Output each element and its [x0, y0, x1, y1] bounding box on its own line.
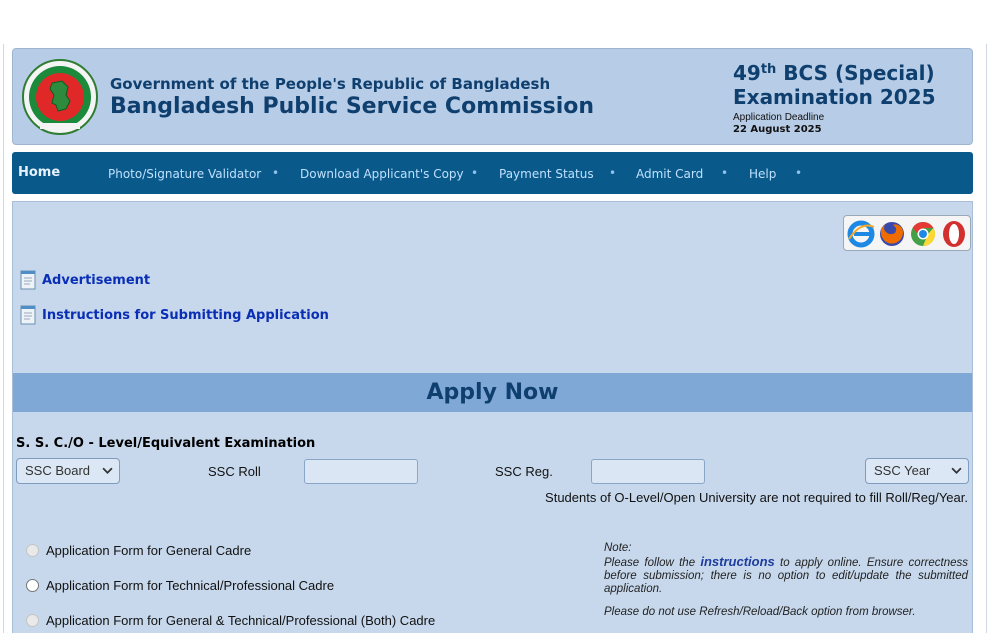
ssc-board-select[interactable] [16, 458, 120, 484]
nav-separator: • [795, 166, 803, 180]
general-cadre-radio[interactable] [26, 544, 39, 557]
opera-icon [939, 219, 969, 249]
nav-separator: • [471, 166, 479, 180]
advertisement-link[interactable] [20, 270, 150, 290]
note-text-before: Please follow the [604, 557, 701, 569]
ssc-reg-label: SSC Reg. [495, 464, 553, 479]
technical-cadre-label: Application Form for Technical/Professional Cadre [46, 578, 335, 593]
supported-browsers [843, 215, 971, 251]
nav-photo-signature-validator[interactable]: Photo/Signature Validator [108, 167, 262, 181]
ssc-board-value: SSC Board [25, 463, 91, 478]
exam-title [733, 61, 936, 109]
ssc-roll-label: SSC Roll [208, 464, 261, 479]
ssc-section-heading: S. S. C./O - Level/Equivalent Examination [16, 436, 316, 451]
commission-title: Bangladesh Public Service Commission [110, 94, 595, 119]
nav-separator: • [721, 166, 729, 180]
nav-separator: • [609, 166, 617, 180]
deadline-label: Application Deadline [733, 112, 825, 123]
ssc-reg-input[interactable] [591, 459, 705, 484]
apply-now-banner [13, 373, 972, 412]
nav-separator: • [272, 166, 280, 180]
main-panel [12, 201, 973, 633]
both-cadre-option[interactable] [26, 613, 435, 628]
chrome-icon [908, 219, 938, 249]
exam-name: BCS (Special) [776, 61, 935, 85]
government-line: Government of the People's Republic of Bangladesh [110, 75, 551, 93]
technical-cadre-radio[interactable] [26, 579, 39, 592]
instructions-link-text[interactable]: Instructions for Submitting Application [42, 307, 329, 323]
ssc-year-select[interactable] [865, 458, 969, 484]
chevron-down-icon [102, 465, 113, 476]
nav-home[interactable]: Home [18, 165, 61, 180]
note-box [604, 542, 968, 619]
note-warning: Please do not use Refresh/Reload/Back option from browser. [604, 606, 916, 618]
chevron-down-icon [951, 465, 962, 476]
technical-cadre-option[interactable] [26, 578, 334, 593]
top-blank-strip [0, 0, 992, 44]
nav-help[interactable]: Help [749, 167, 777, 181]
exam-number: 49 [733, 61, 761, 85]
ssc-year-value: SSC Year [874, 463, 931, 478]
general-cadre-label: Application Form for General Cadre [46, 543, 252, 558]
instructions-inline-link[interactable]: instructions [700, 554, 775, 569]
instructions-link[interactable] [20, 305, 329, 325]
nav-admit-card[interactable]: Admit Card [636, 167, 704, 181]
general-cadre-option[interactable] [26, 543, 251, 558]
ssc-roll-input[interactable] [304, 459, 418, 484]
deadline-date: 22 August 2025 [733, 124, 822, 135]
apply-now-heading: Apply Now [426, 380, 559, 405]
document-icon [20, 270, 36, 290]
note-paragraph [604, 555, 968, 596]
site-header [12, 48, 973, 145]
firefox-icon [877, 219, 907, 249]
both-cadre-label: Application Form for General & Technical/Professional (Both) Cadre [46, 613, 436, 628]
bangladesh-government-seal-icon [22, 59, 98, 135]
nav-download-applicant-copy[interactable]: Download Applicant's Copy [300, 167, 464, 181]
olevel-note: Students of O-Level/Open University are not required to fill Roll/Reg/Year. [545, 490, 968, 505]
exam-suffix: th [760, 62, 777, 77]
internet-explorer-icon [846, 219, 876, 249]
advertisement-link-text[interactable]: Advertisement [42, 272, 151, 288]
note-title: Note: [604, 542, 632, 554]
both-cadre-radio[interactable] [26, 614, 39, 627]
nav-payment-status[interactable]: Payment Status [499, 167, 594, 181]
main-navigation [12, 152, 973, 194]
note-text-after: to apply online. Ensure correctness before submission; there is no option to edit/update the submitted application. [604, 557, 968, 595]
document-icon [20, 305, 36, 325]
exam-line2: Examination 2025 [733, 85, 936, 109]
